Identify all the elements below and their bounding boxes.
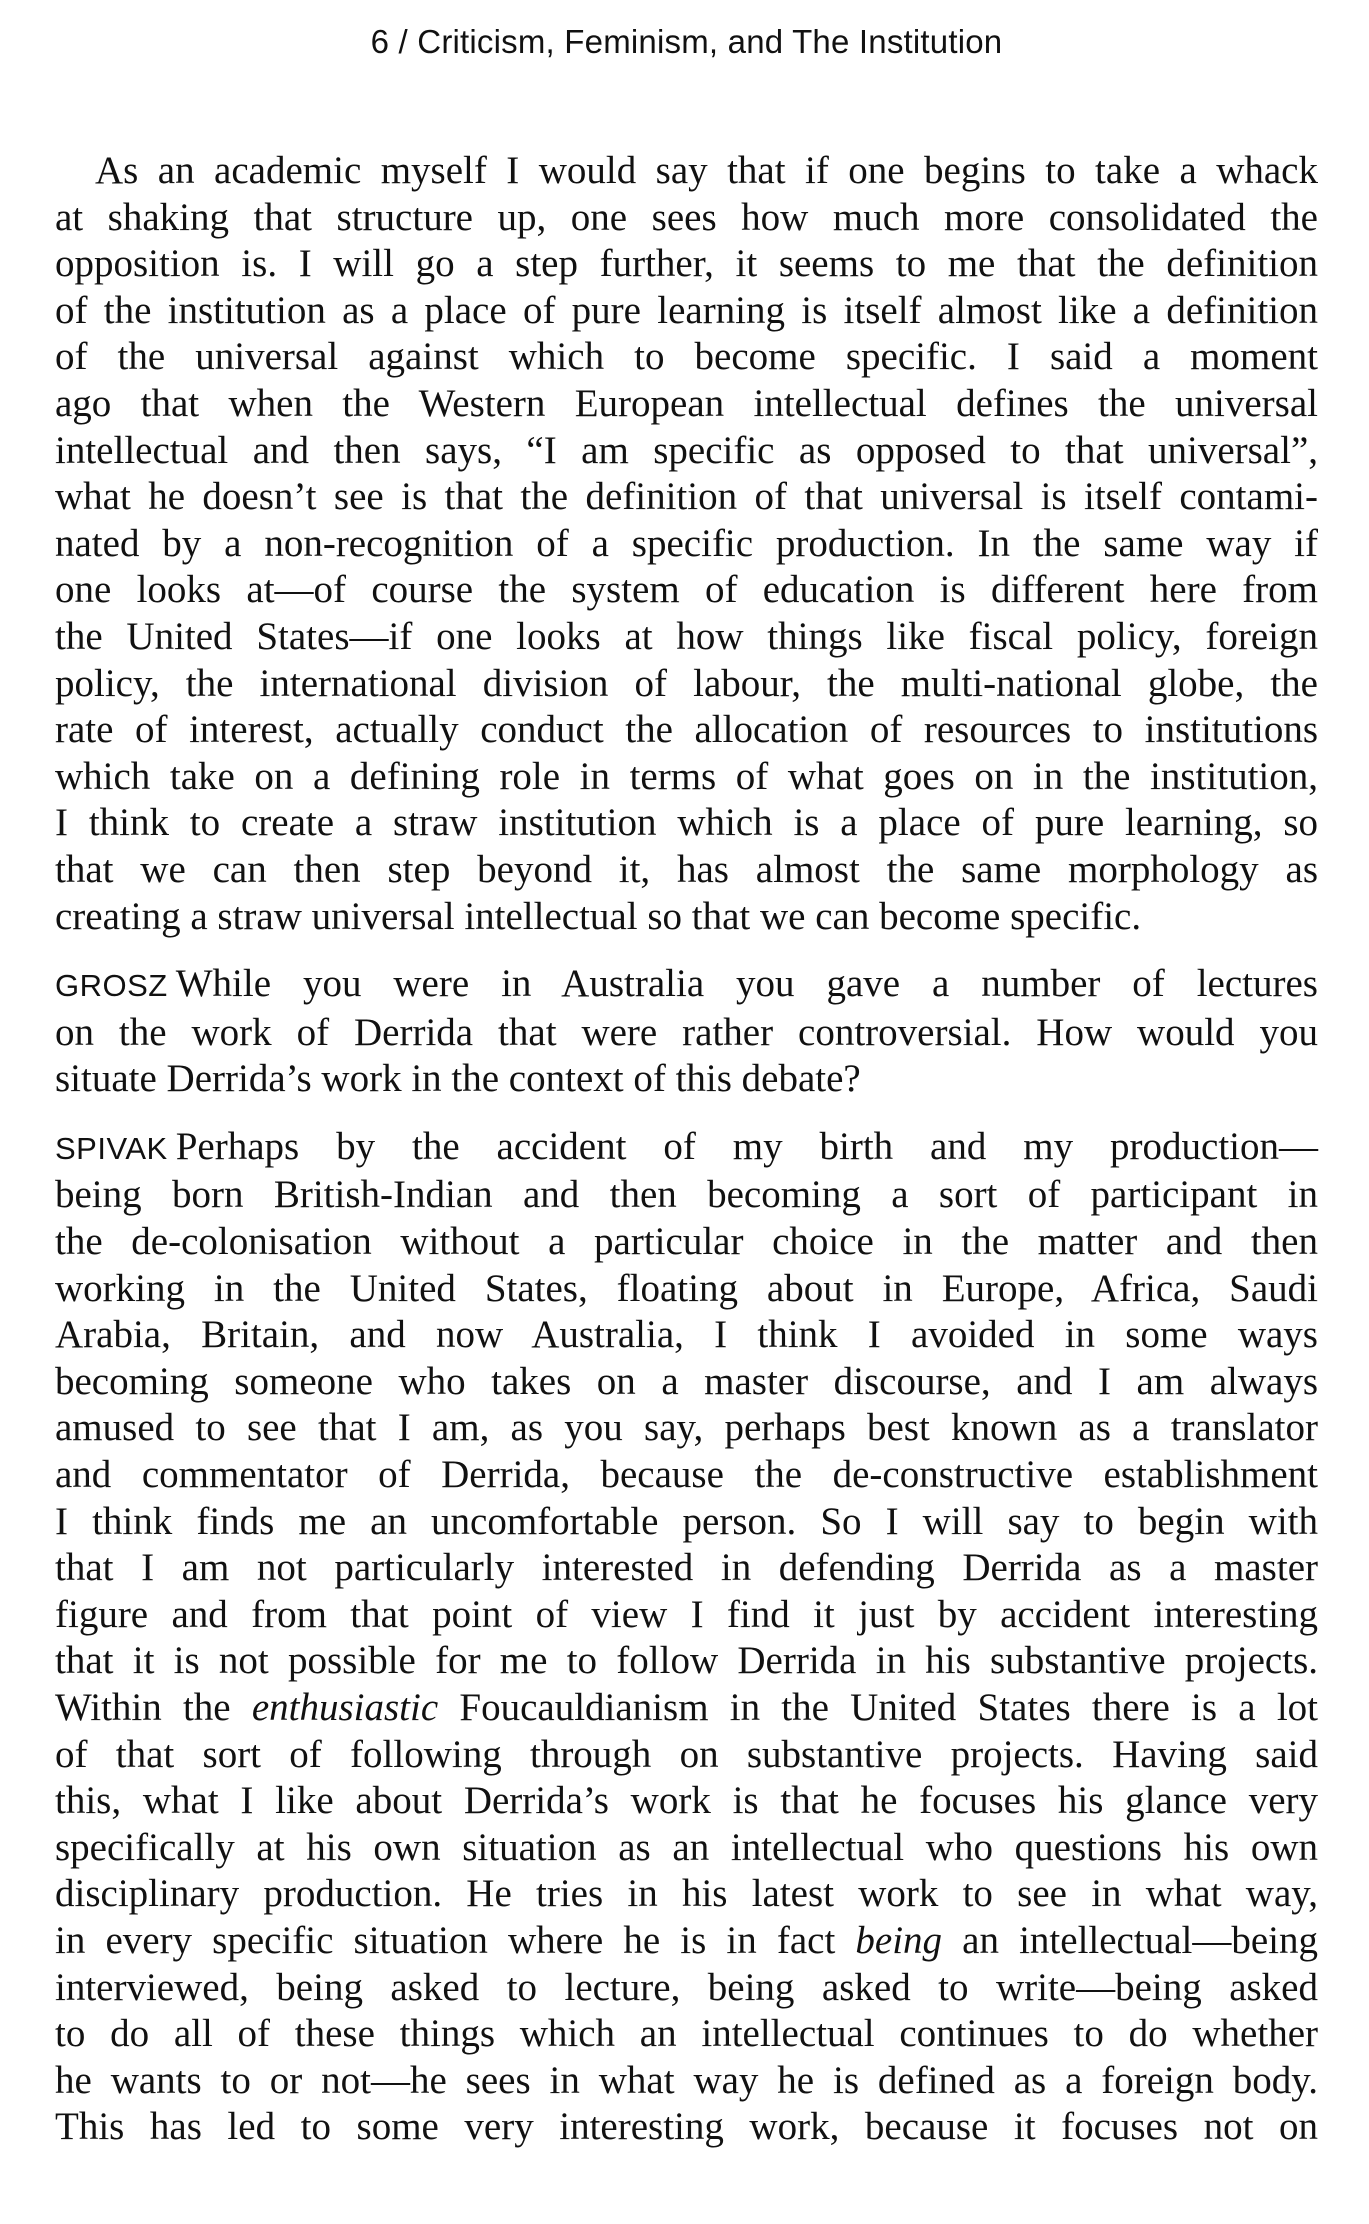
text-line: at shaking that structure up, one sees how much more consolidated the bbox=[55, 195, 1318, 239]
text-line: disciplinary production. He tries in his latest work to see in what way, bbox=[55, 1872, 1318, 1916]
text-line: of the universal against which to become specific. I said a moment bbox=[55, 335, 1318, 379]
text-fragment: an intellectual—being bbox=[942, 1918, 1318, 1962]
text-line: rate of interest, actually conduct the allocation of resources to institutions bbox=[55, 708, 1318, 752]
speaker-label: SPIVAK bbox=[55, 1130, 168, 1166]
text-fragment: Foucauldianism in the United States there is a lot bbox=[438, 1686, 1318, 1729]
text-line: interviewed, being asked to lecture, being asked to write—being asked bbox=[55, 1965, 1318, 2009]
text-line: creating a straw universal intellectual so that we can become specific. bbox=[55, 894, 1142, 938]
text-line: becoming someone who takes on a master discourse, and I am always bbox=[55, 1359, 1318, 1403]
text-line: he wants to or not—he sees in what way he is defined as a foreign body. bbox=[55, 2058, 1318, 2102]
emphasis-text: being bbox=[855, 1918, 943, 1962]
text-line: what he doesn’t see is that the definition of that universal is itself contami- bbox=[55, 475, 1318, 519]
book-page bbox=[55, 22, 1318, 2151]
text-line: working in the United States, floating about in Europe, Africa, Saudi bbox=[55, 1266, 1318, 1310]
text-line: situate Derrida’s work in the context of this debate? bbox=[55, 1057, 861, 1101]
text-line: the United States—if one looks at how things like fiscal policy, foreign bbox=[55, 614, 1318, 658]
emphasis-text: enthusiastic bbox=[251, 1686, 439, 1729]
text-fragment: Within the bbox=[55, 1686, 252, 1729]
text-line: that it is not possible for me to follow Derrida in his substantive projects. bbox=[55, 1639, 1318, 1683]
text-line: intellectual and then says, “I am specific as opposed to that universal”, bbox=[55, 428, 1318, 472]
text-line: policy, the international division of labour, the multi-national globe, the bbox=[55, 661, 1318, 705]
paragraph-academic bbox=[55, 148, 1318, 940]
paragraph-grosz bbox=[55, 961, 1318, 1103]
text-line: which take on a defining role in terms of what goes on in the institution, bbox=[55, 754, 1318, 798]
text-fragment: in every specific situation where he is in fact bbox=[55, 1918, 856, 1962]
paragraph-gap bbox=[55, 1103, 1318, 1124]
text-line: nated by a non-recognition of a specific production. In the same way if bbox=[55, 521, 1318, 565]
paragraph-spivak bbox=[55, 1124, 1318, 2151]
text-line bbox=[55, 1918, 1318, 1965]
text-line: to do all of these things which an intellectual continues to do whether bbox=[55, 2012, 1318, 2056]
text-line: of that sort of following through on substantive projects. Having said bbox=[55, 1732, 1318, 1776]
text-line: that I am not particularly interested in defending Derrida as a master bbox=[55, 1546, 1318, 1590]
text-line: amused to see that I am, as you say, perhaps best known as a translator bbox=[55, 1406, 1318, 1450]
text-line-body: While you were in Australia you gave a number of lectures bbox=[175, 962, 1318, 1006]
text-line bbox=[55, 961, 1318, 1010]
text-line: being born British-Indian and then becoming a sort of participant in bbox=[55, 1173, 1318, 1217]
text-line: one looks at—of course the system of education is different here from bbox=[55, 568, 1318, 612]
text-line: this, what I like about Derrida’s work is that he focuses his glance very bbox=[55, 1779, 1318, 1823]
text-line: ago that when the Western European intellectual defines the universal bbox=[55, 381, 1318, 425]
running-head: 6 / Criticism, Feminism, and The Institution bbox=[370, 23, 1003, 60]
text-line: I think finds me an uncomfortable person. So I will say to begin with bbox=[55, 1499, 1318, 1543]
text-line: of the institution as a place of pure learning is itself almost like a definition bbox=[55, 288, 1318, 332]
text-line: figure and from that point of view I find it just by accident interesting bbox=[55, 1592, 1318, 1636]
text-line: As an academic myself I would say that if one begins to take a whack bbox=[95, 149, 1318, 192]
text-line: I think to create a straw institution which is a place of pure learning, so bbox=[55, 801, 1318, 845]
paragraph-gap bbox=[55, 940, 1318, 961]
text-line bbox=[55, 1685, 1318, 1732]
text-line: the de-colonisation without a particular choice in the matter and then bbox=[55, 1220, 1318, 1264]
text-line bbox=[55, 1124, 1318, 1173]
text-line: specifically at his own situation as an intellectual who questions his own bbox=[55, 1825, 1318, 1869]
speaker-label: GROSZ bbox=[55, 968, 168, 1004]
text-line: This has led to some very interesting work, because it focuses not on bbox=[55, 2105, 1318, 2149]
text-line: that we can then step beyond it, has almost the same morphology as bbox=[55, 847, 1318, 891]
text-line: and commentator of Derrida, because the de-constructive establishment bbox=[55, 1453, 1318, 1497]
text-line: Arabia, Britain, and now Australia, I think I avoided in some ways bbox=[55, 1313, 1318, 1357]
text-line: on the work of Derrida that were rather controversial. How would you bbox=[55, 1010, 1318, 1054]
text-line: opposition is. I will go a step further, it seems to me that the definition bbox=[55, 242, 1318, 286]
text-line-body: Perhaps by the accident of my birth and my production— bbox=[175, 1124, 1318, 1168]
